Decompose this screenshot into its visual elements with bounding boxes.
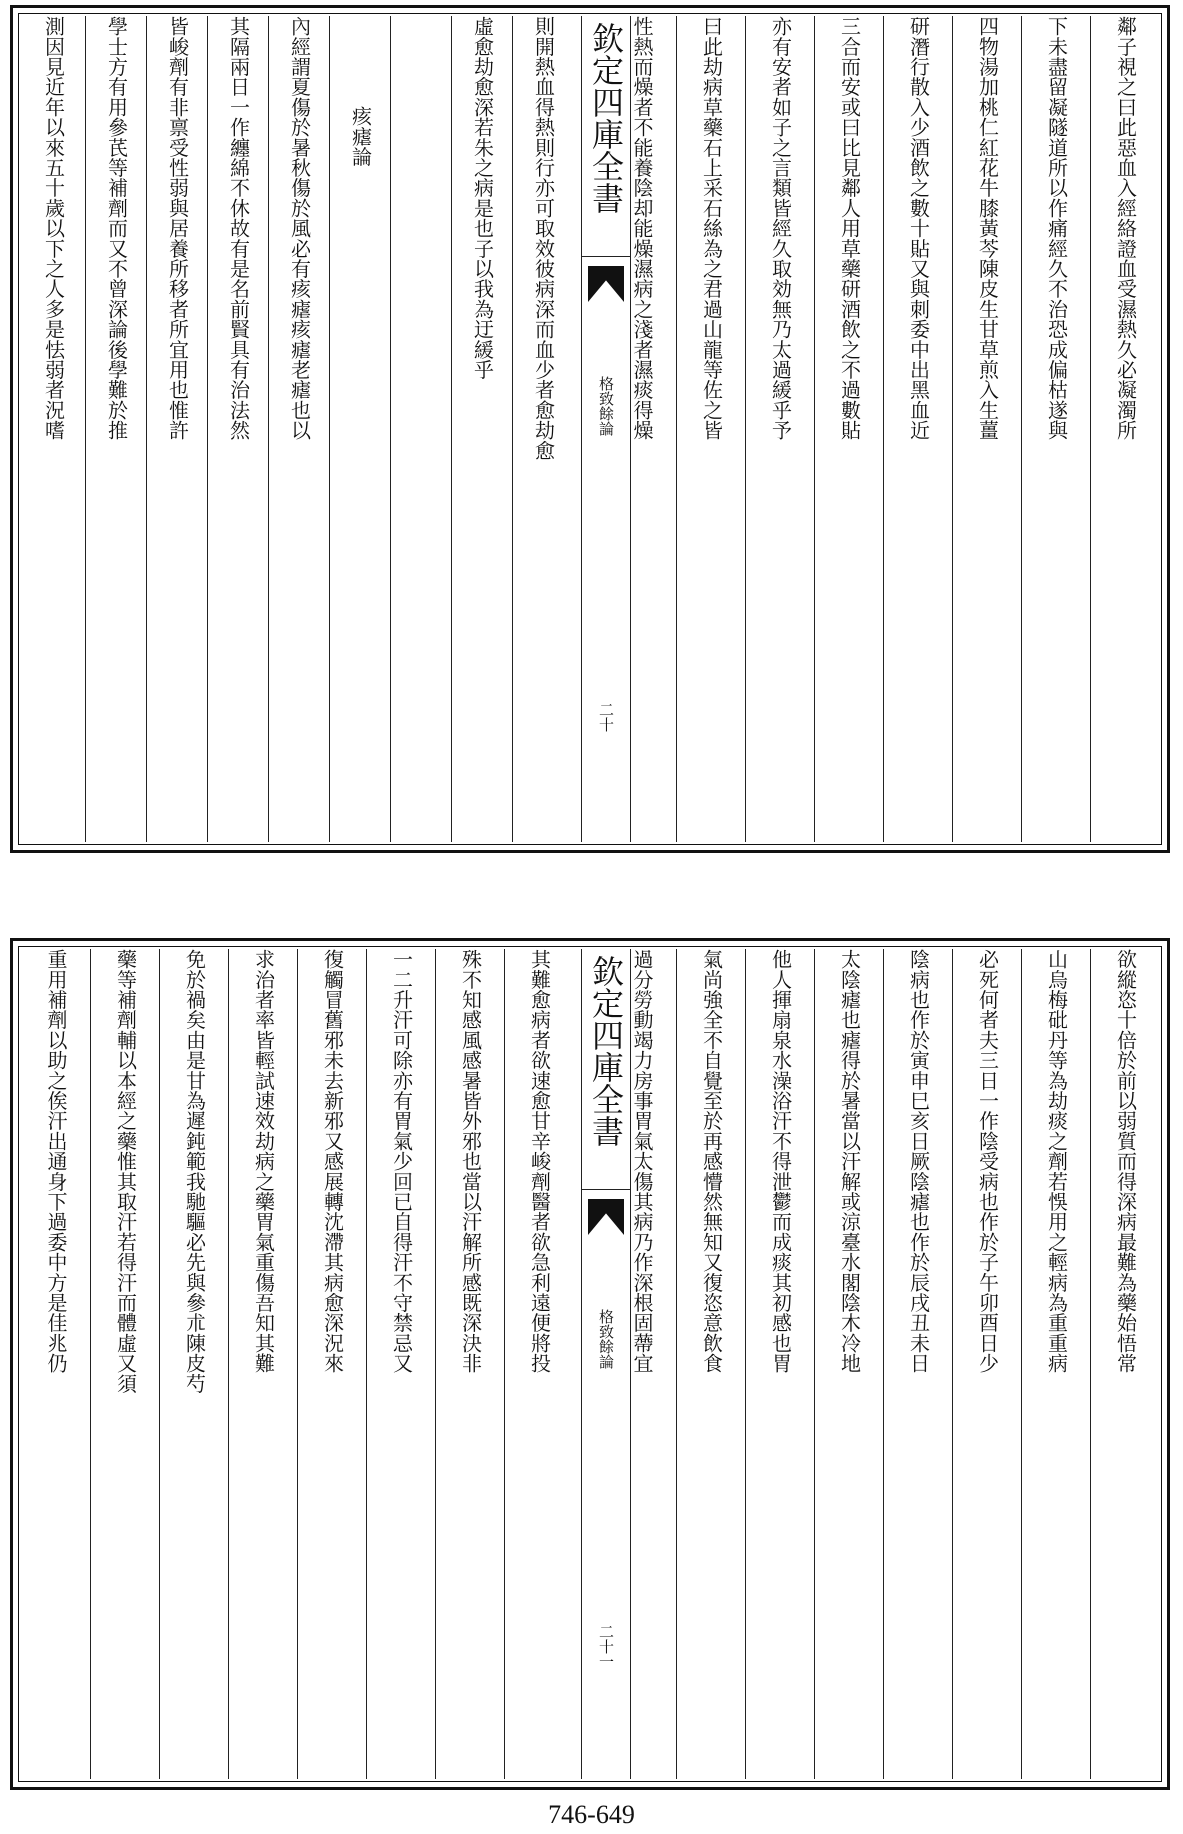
text-column: 研潛行散入少酒飲之數十貼又與刺委中出黑血近: [883, 16, 952, 842]
text-column: 學士方有用參芪等補劑而又不曾深論後學難於推: [85, 16, 146, 842]
text-column: 一二升汗可除亦有胃氣少回已自得汗不守禁忌又: [366, 949, 435, 1779]
page-top: [10, 5, 1170, 853]
text-column: 鄰子視之曰此惡血入經絡證血受濕熱久必凝濁所: [1090, 16, 1159, 842]
text-column: 山烏梅砒丹等為劫痰之劑若悞用之輕病為重重病: [1021, 949, 1090, 1779]
fish-tail-icon: [588, 1199, 624, 1235]
page-number: 二十: [597, 702, 615, 732]
text-column: 皆峻劑有非禀受性弱與居養所移者所宜用也惟許: [146, 16, 207, 842]
text-column: 性熱而燥者不能養陰却能燥濕病之淺者濕痰得燥: [630, 16, 654, 441]
book-title: 欽定四庫全書: [582, 949, 630, 1190]
text-column: 藥等補劑輔以本經之藥惟其取汗若得汗而體虛又須: [90, 949, 159, 1779]
text-column: 必死何者夫三日一作陰受病也作於子午卯酉日少: [952, 949, 1021, 1779]
text-column: 陰病也作於寅申巳亥日厥陰瘧也作於辰戌丑未日: [883, 949, 952, 1779]
chapter-heading: 痎瘧論: [329, 16, 390, 842]
text-column: 重用補劑以助之俟汗出通身下過委中方是佳兆仍: [44, 949, 68, 1374]
section-label: 格致餘論: [597, 1309, 615, 1369]
page-number: 二十一: [597, 1624, 615, 1669]
text-column: 下未盡留凝隧道所以作痛經久不治恐成偏枯遂與: [1021, 16, 1090, 842]
text-column: 三合而安或曰比見鄰人用草藥研酒飲之不過數貼: [814, 16, 883, 842]
page-bottom: [10, 938, 1170, 1790]
left-half-bottom: [21, 949, 573, 1779]
text-column: 復觸冒舊邪未去新邪又感展轉沈滯其病愈深況來: [297, 949, 366, 1779]
text-column: 其難愈病者欲速愈甘辛峻劑醫者欲急利遠便將投: [504, 949, 573, 1779]
text-column: [390, 16, 451, 842]
text-column: 測因見近年以來五十歲以下之人多是怯弱者況嗜: [41, 16, 66, 441]
catalog-number: 746-649: [548, 1800, 635, 1829]
text-column: 內經謂夏傷於暑秋傷於風必有痎瘧痎瘧老瘧也以: [268, 16, 329, 842]
section-label: 格致餘論: [597, 376, 615, 436]
text-column: 四物湯加桃仁紅花牛膝黃芩陳皮生甘草煎入生薑: [952, 16, 1021, 842]
text-column: 氣尚強全不自覺至於再感懵然無知又復恣意飲食: [676, 949, 745, 1779]
text-column: 亦有安者如子之言類皆經久取効無乃太過緩乎予: [745, 16, 814, 842]
text-column: 其隔兩日一作纏綿不休故有是名前賢具有治法然: [207, 16, 268, 842]
text-column: 欲縱恣十倍於前以弱質而得深病最難為藥始悟常: [1090, 949, 1159, 1779]
text-column: 免於禍矣由是甘為遲鈍範我馳驅必先與參朮陳皮芍: [159, 949, 228, 1779]
text-column: 求治者率皆輕試速效劫病之藥胃氣重傷吾知其難: [228, 949, 297, 1779]
text-column: 殊不知感風感暑皆外邪也當以汗解所感既深決非: [435, 949, 504, 1779]
center-margin-top: [581, 16, 631, 842]
text-column: 他人揮扇泉水澡浴汗不得泄鬱而成痰其初感也胃: [745, 949, 814, 1779]
text-column: 虛愈劫愈深若朱之病是也子以我為迂緩乎: [451, 16, 512, 842]
right-half-bottom: [607, 949, 1159, 1779]
right-half-top: [607, 16, 1159, 842]
text-column: 過分勞動竭力房事胃氣太傷其病乃作深根固蔕宜: [630, 949, 654, 1374]
fish-tail-icon: [588, 266, 624, 302]
text-column: 則開熱血得熱則行亦可取效彼病深而血少者愈劫愈: [512, 16, 573, 842]
text-column: 太陰瘧也瘧得於暑當以汗解或涼臺水閣陰木冷地: [814, 949, 883, 1779]
text-column: 曰此劫病草藥石上采石絲為之君過山龍等佐之皆: [676, 16, 745, 842]
book-title: 欽定四庫全書: [582, 16, 630, 257]
center-margin-bottom: [581, 949, 631, 1779]
left-half-top: [21, 16, 573, 842]
